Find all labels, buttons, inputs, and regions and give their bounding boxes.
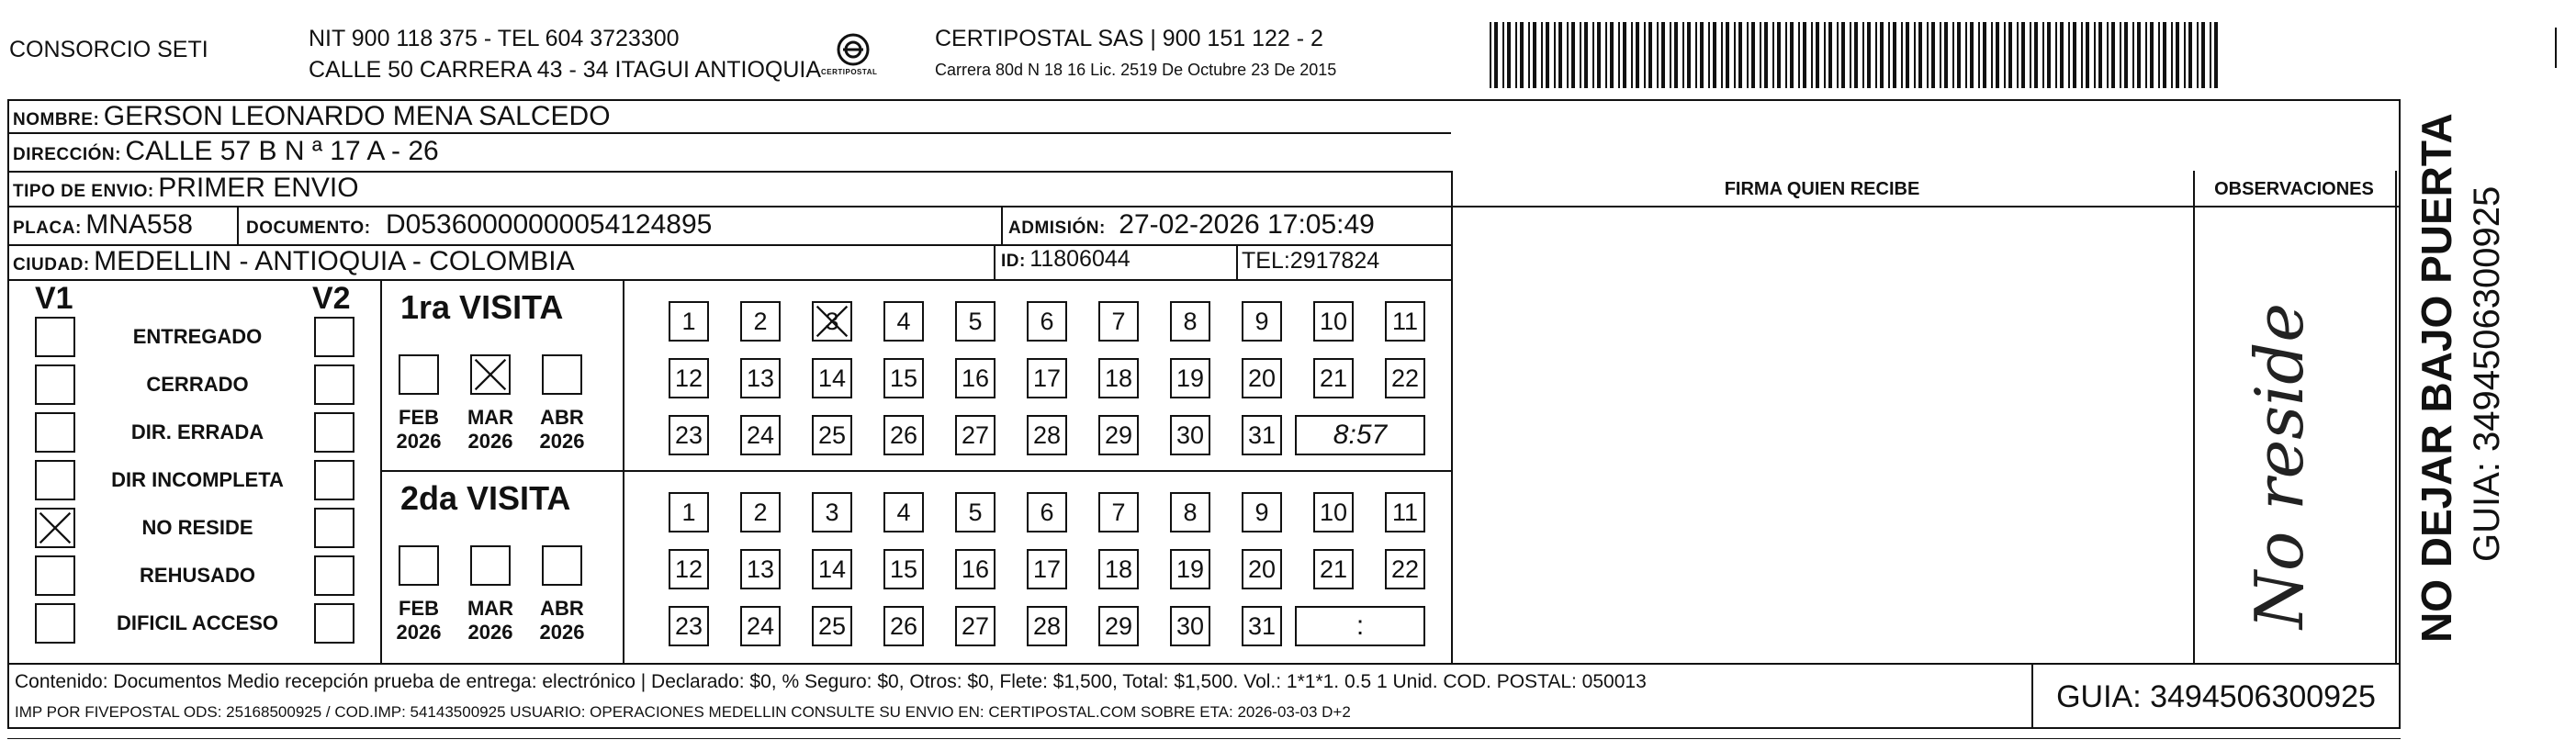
day-box[interactable]: 29 <box>1098 415 1139 455</box>
v1-checkbox[interactable] <box>35 555 75 596</box>
barcode-bar <box>1760 22 1761 88</box>
day-box[interactable]: 7 <box>1098 492 1139 532</box>
placa-value: MNA558 <box>85 209 193 240</box>
day-box[interactable]: 12 <box>669 549 709 589</box>
barcode-bar <box>1708 22 1710 88</box>
handwritten-note: No reside <box>2241 303 2318 629</box>
barcode-bar <box>2150 22 2154 88</box>
barcode-bar <box>1648 22 1652 88</box>
day-box[interactable]: 20 <box>1242 358 1282 398</box>
day-box[interactable]: 21 <box>1313 358 1354 398</box>
barcode-bar <box>1880 22 1884 88</box>
admision-label: ADMISIÓN: <box>1008 219 1106 238</box>
barcode-bar <box>2184 22 2186 88</box>
id-value: 11806044 <box>1029 246 1131 272</box>
month-checkbox[interactable] <box>542 545 582 586</box>
barcode-bar <box>1721 22 1723 88</box>
tipo-envio-label: TIPO DE ENVIO: <box>13 182 154 201</box>
barcode-bar <box>1944 22 1948 88</box>
barcode-bar <box>1623 22 1626 88</box>
day-box[interactable]: 6 <box>1027 301 1067 342</box>
day-box[interactable]: 13 <box>740 358 781 398</box>
firma-header: FIRMA QUIEN RECIBE <box>1724 179 1920 199</box>
v1-checkbox[interactable] <box>35 412 75 453</box>
barcode-bar <box>1567 22 1569 88</box>
v2-checkbox[interactable] <box>314 603 354 644</box>
barcode-bar <box>1670 22 1671 88</box>
barcode-bar <box>1584 22 1588 88</box>
visit-time: : <box>1355 611 1365 641</box>
day-box[interactable]: 28 <box>1027 415 1067 455</box>
barcode-bar <box>2197 22 2199 88</box>
barcode-bar <box>2111 22 2115 88</box>
day-box[interactable]: 4 <box>883 301 924 342</box>
barcode-bar <box>2030 22 2031 88</box>
day-box[interactable]: 24 <box>740 606 781 646</box>
barcode-bar <box>1554 22 1556 88</box>
barcode-bar <box>1558 22 1562 88</box>
day-box[interactable]: 9 <box>1242 492 1282 532</box>
visit-title: 1ra VISITA <box>400 288 564 326</box>
status-option-label: ENTREGADO <box>132 325 263 348</box>
nombre-value: GERSON LEONARDO MENA SALCEDO <box>103 101 611 131</box>
barcode-bar <box>1790 22 1794 88</box>
month-checkbox[interactable] <box>470 545 511 586</box>
day-box[interactable]: 15 <box>883 358 924 398</box>
barcode-bar <box>1824 22 1826 88</box>
day-box[interactable]: 14 <box>812 358 852 398</box>
day-box[interactable]: 16 <box>955 549 996 589</box>
barcode-bar <box>1875 22 1877 88</box>
v1-checkbox[interactable] <box>35 460 75 500</box>
documento-field <box>246 209 712 241</box>
barcode-bar <box>1901 22 1903 88</box>
barcode-bar <box>1738 22 1742 88</box>
barcode-bar <box>1893 22 1896 88</box>
barcode-bar <box>1918 22 1922 88</box>
day-box[interactable]: 26 <box>883 415 924 455</box>
day-box[interactable]: 30 <box>1170 415 1210 455</box>
status-option-label: DIR. ERRADA <box>130 420 264 443</box>
company-address: CALLE 50 CARRERA 43 - 34 ITAGUI ANTIOQUIA <box>309 57 822 83</box>
nit-tel: NIT 900 118 375 - TEL 604 3723300 <box>309 26 680 51</box>
barcode-bar <box>1726 22 1729 88</box>
barcode-bar <box>2017 22 2019 88</box>
month-checkbox[interactable] <box>399 354 439 395</box>
barcode-bar <box>1494 22 1498 88</box>
barcode-bar <box>1983 22 1986 88</box>
barcode-bar <box>1533 22 1536 88</box>
v2-checkbox[interactable] <box>314 555 354 596</box>
v2-checkbox[interactable] <box>314 508 354 548</box>
barcode-bar <box>2158 22 2160 88</box>
certipostal-nit: CERTIPOSTAL SAS | 900 151 122 - 2 <box>935 26 1323 51</box>
v2-label: V2 <box>312 281 351 316</box>
day-box[interactable]: 23 <box>669 606 709 646</box>
barcode-bar <box>1931 22 1935 88</box>
barcode-bar <box>1816 22 1819 88</box>
tipo-envio-value: PRIMER ENVIO <box>158 173 359 203</box>
day-box[interactable]: 3 <box>812 492 852 532</box>
barcode-bar <box>2137 22 2141 88</box>
v1-label: V1 <box>35 281 73 316</box>
month-label: FEB 2026 <box>396 406 442 453</box>
day-box[interactable]: 2 <box>740 492 781 532</box>
day-box[interactable]: 13 <box>740 549 781 589</box>
barcode-bar <box>1657 22 1659 88</box>
status-option-label: REHUSADO <box>140 564 255 587</box>
logo-text: CERTIPOSTAL <box>821 68 878 76</box>
barcode-bar <box>2098 22 2102 88</box>
day-box[interactable]: 12 <box>669 358 709 398</box>
visit-time: 8:57 <box>1333 420 1388 450</box>
barcode-bar <box>1850 22 1851 88</box>
day-box[interactable]: 29 <box>1098 606 1139 646</box>
month-label: MAR 2026 <box>467 597 514 644</box>
day-box[interactable]: 5 <box>955 492 996 532</box>
day-box[interactable]: 1 <box>669 301 709 342</box>
barcode-bar <box>1618 22 1620 88</box>
contenido-text: Contenido: Documentos Medio recepción prueba de entrega: electrónico | Declarado: $0, % Seguro: $0, Otros: $0, Flete: $1,500, Total: $1,500. Vol.: 1*1*1. 0.5 1 Unid. COD. POSTAL: 050013 <box>15 671 1647 692</box>
barcode-bar <box>1811 22 1813 88</box>
month-label: FEB 2026 <box>396 597 442 644</box>
visit-title: 2da VISITA <box>400 479 571 517</box>
ciudad-field <box>13 246 575 277</box>
barcode-bar <box>2034 22 2038 88</box>
day-box[interactable]: 22 <box>1385 549 1425 589</box>
v2-checkbox[interactable] <box>314 317 354 357</box>
license-text: Carrera 80d N 18 16 Lic. 2519 De Octubre 23 De 2015 <box>935 61 1337 79</box>
month-checkbox[interactable] <box>399 545 439 586</box>
barcode-bar <box>2132 22 2134 88</box>
barcode-bar <box>2073 22 2076 88</box>
barcode-bar <box>1888 22 1890 88</box>
status-option-label: CERRADO <box>146 373 249 396</box>
documento-label: DOCUMENTO: <box>246 219 371 238</box>
barcode-bar <box>1631 22 1633 88</box>
v1-checkbox[interactable] <box>35 317 75 357</box>
imp-text: IMP POR FIVEPOSTAL ODS: 25168500925 / COD.IMP: 54143500925 USUARIO: OPERACIONES MEDELLIN CONSULTE SU ENVIO EN: CERTIPOSTAL.COM SOBRE ETA: 2026-03-03 D+2 <box>15 703 1351 721</box>
barcode-bar <box>1571 22 1575 88</box>
certipostal-logo <box>816 31 891 81</box>
barcode-bar <box>2042 22 2044 88</box>
barcode-bar <box>1854 22 1858 88</box>
month-label: ABR 2026 <box>539 406 585 453</box>
barcode-bar <box>1610 22 1614 88</box>
ciudad-label: CIUDAD: <box>13 255 90 275</box>
v2-checkbox[interactable] <box>314 412 354 453</box>
barcode-bar <box>1644 22 1646 88</box>
barcode-bar <box>1636 22 1639 88</box>
barcode-bar <box>1764 22 1768 88</box>
barcode-bar <box>2145 22 2147 88</box>
barcode-bar <box>1862 22 1864 88</box>
observaciones-handwriting <box>2204 275 2388 643</box>
barcode-bar <box>1507 22 1511 88</box>
barcode-bar <box>2171 22 2173 88</box>
day-box[interactable]: 8 <box>1170 492 1210 532</box>
barcode-bar <box>1940 22 1941 88</box>
day-box[interactable]: 31 <box>1242 415 1282 455</box>
day-box[interactable]: 28 <box>1027 606 1067 646</box>
day-box[interactable]: 7 <box>1098 301 1139 342</box>
day-box[interactable]: 18 <box>1098 358 1139 398</box>
visit-time-box[interactable] <box>1295 415 1425 455</box>
barcode-bar <box>1674 22 1678 88</box>
barcode-bar <box>2120 22 2121 88</box>
day-box[interactable]: 14 <box>812 549 852 589</box>
barcode-bar <box>2086 22 2089 88</box>
barcode-bar <box>1661 22 1665 88</box>
day-box[interactable]: 6 <box>1027 492 1067 532</box>
day-box[interactable]: 26 <box>883 606 924 646</box>
barcode <box>1490 22 2224 93</box>
v2-checkbox[interactable] <box>314 364 354 405</box>
nombre-label: NOMBRE: <box>13 110 100 129</box>
barcode-bar <box>1592 22 1594 88</box>
barcode-bar <box>1841 22 1845 88</box>
v1-checkbox[interactable] <box>35 508 75 548</box>
barcode-bar <box>1965 22 1967 88</box>
barcode-bar <box>1528 22 1530 88</box>
barcode-bar <box>1502 22 1504 88</box>
month-label: MAR 2026 <box>467 406 514 453</box>
day-box[interactable]: 3 <box>812 301 852 342</box>
footer-guia: GUIA: 3494506300925 <box>2056 679 2376 714</box>
tel-value: 2917824 <box>1289 248 1380 274</box>
placa-label: PLACA: <box>13 219 82 238</box>
tipo-envio-field <box>13 173 359 204</box>
barcode-bar <box>2176 22 2179 88</box>
barcode-bar <box>1970 22 1974 88</box>
day-box[interactable]: 25 <box>812 606 852 646</box>
day-box[interactable]: 27 <box>955 415 996 455</box>
status-option-label: DIR INCOMPLETA <box>111 468 284 491</box>
barcode-bar <box>1747 22 1749 88</box>
barcode-bar <box>2081 22 2083 88</box>
day-box[interactable]: 1 <box>669 492 709 532</box>
day-box[interactable]: 25 <box>812 415 852 455</box>
barcode-bar <box>1713 22 1716 88</box>
v1-checkbox[interactable] <box>35 364 75 405</box>
barcode-bar <box>1777 22 1781 88</box>
barcode-bar <box>1515 22 1517 88</box>
barcode-bar <box>1700 22 1704 88</box>
day-box[interactable]: 11 <box>1385 301 1425 342</box>
day-box[interactable]: 17 <box>1027 358 1067 398</box>
v2-checkbox[interactable] <box>314 460 354 500</box>
month-checkbox[interactable] <box>470 354 511 395</box>
day-box[interactable]: 2 <box>740 301 781 342</box>
side-guia: GUIA: 3494506300925 <box>2467 185 2507 562</box>
barcode-bar <box>1772 22 1774 88</box>
barcode-bar <box>1695 22 1697 88</box>
barcode-bar <box>1541 22 1543 88</box>
day-box[interactable]: 15 <box>883 549 924 589</box>
day-box[interactable]: 11 <box>1385 492 1425 532</box>
day-box[interactable]: 27 <box>955 606 996 646</box>
day-box[interactable]: 21 <box>1313 549 1354 589</box>
tel-label: TEL: <box>1242 248 1290 274</box>
documento-value: D05360000000054124895 <box>386 209 713 240</box>
day-box[interactable]: 22 <box>1385 358 1425 398</box>
barcode-bar <box>1580 22 1581 88</box>
nombre-field <box>13 101 611 132</box>
barcode-bar <box>1957 22 1961 88</box>
barcode-bar <box>1914 22 1916 88</box>
barcode-bar <box>2163 22 2166 88</box>
id-label: ID: <box>1001 252 1026 271</box>
barcode-bar <box>1828 22 1832 88</box>
day-box[interactable]: 5 <box>955 301 996 342</box>
barcode-bar <box>1785 22 1787 88</box>
admision-value: 27-02-2026 17:05:49 <box>1119 209 1375 240</box>
direccion-value: CALLE 57 B N ª 17 A - 26 <box>125 136 439 166</box>
barcode-bar <box>1996 22 1999 88</box>
day-box[interactable]: 8 <box>1170 301 1210 342</box>
barcode-bar <box>1682 22 1684 88</box>
admision-field <box>1008 209 1375 241</box>
barcode-bar <box>1687 22 1691 88</box>
barcode-bar <box>1546 22 1549 88</box>
visit-time-box[interactable] <box>1295 606 1425 646</box>
day-box[interactable]: 19 <box>1170 358 1210 398</box>
day-box[interactable]: 30 <box>1170 606 1210 646</box>
day-box[interactable]: 10 <box>1313 301 1354 342</box>
barcode-bar <box>2201 22 2205 88</box>
barcode-bar <box>1803 22 1806 88</box>
barcode-bar <box>2107 22 2109 88</box>
barcode-bar <box>2060 22 2064 88</box>
month-checkbox[interactable] <box>542 354 582 395</box>
barcode-bar <box>1991 22 1993 88</box>
barcode-bar <box>1952 22 1954 88</box>
barcode-bar <box>1597 22 1601 88</box>
day-box[interactable]: 10 <box>1313 492 1354 532</box>
no-dejar-bajo-puerta: NO DEJAR BAJO PUERTA <box>2413 113 2460 643</box>
barcode-bar <box>2047 22 2051 88</box>
day-box[interactable]: 24 <box>740 415 781 455</box>
barcode-bar <box>2008 22 2012 88</box>
placa-field <box>13 209 193 241</box>
day-box[interactable]: 9 <box>1242 301 1282 342</box>
status-option-label: NO RESIDE <box>141 516 253 539</box>
barcode-bar <box>1520 22 1524 88</box>
company-name: CONSORCIO SETI <box>9 37 208 62</box>
barcode-bar <box>1734 22 1736 88</box>
barcode-bar <box>1927 22 1929 88</box>
barcode-bar <box>2124 22 2128 88</box>
id-field <box>1001 246 1131 273</box>
day-box[interactable]: 4 <box>883 492 924 532</box>
barcode-bar <box>2004 22 2006 88</box>
barcode-bar <box>1605 22 1607 88</box>
observaciones-header: OBSERVACIONES <box>2214 179 2374 199</box>
barcode-bar <box>2214 22 2218 88</box>
v1-checkbox[interactable] <box>35 603 75 644</box>
barcode-bar <box>2094 22 2096 88</box>
barcode-bar <box>1751 22 1755 88</box>
day-box[interactable]: 19 <box>1170 549 1210 589</box>
barcode-bar <box>1490 22 1491 88</box>
direccion-label: DIRECCIÓN: <box>13 145 121 164</box>
barcode-bar <box>1906 22 1909 88</box>
barcode-bar <box>2068 22 2070 88</box>
barcode-bar <box>1798 22 1800 88</box>
day-box[interactable]: 16 <box>955 358 996 398</box>
barcode-bar <box>1867 22 1871 88</box>
status-option-label: DIFICIL ACCESO <box>116 611 278 634</box>
day-box[interactable]: 20 <box>1242 549 1282 589</box>
direccion-field <box>13 136 439 167</box>
ciudad-value: MEDELLIN - ANTIOQUIA - COLOMBIA <box>94 246 575 276</box>
day-box[interactable]: 17 <box>1027 549 1067 589</box>
barcode-bar <box>1837 22 1839 88</box>
tel-field <box>1242 248 1379 275</box>
barcode-bar <box>2021 22 2025 88</box>
day-box[interactable]: 23 <box>669 415 709 455</box>
day-box[interactable]: 31 <box>1242 606 1282 646</box>
barcode-bar <box>2055 22 2057 88</box>
barcode-bar <box>2188 22 2192 88</box>
barcode-bar <box>1978 22 1980 88</box>
day-box[interactable]: 18 <box>1098 549 1139 589</box>
barcode-bar <box>2210 22 2211 88</box>
month-label: ABR 2026 <box>539 597 585 644</box>
